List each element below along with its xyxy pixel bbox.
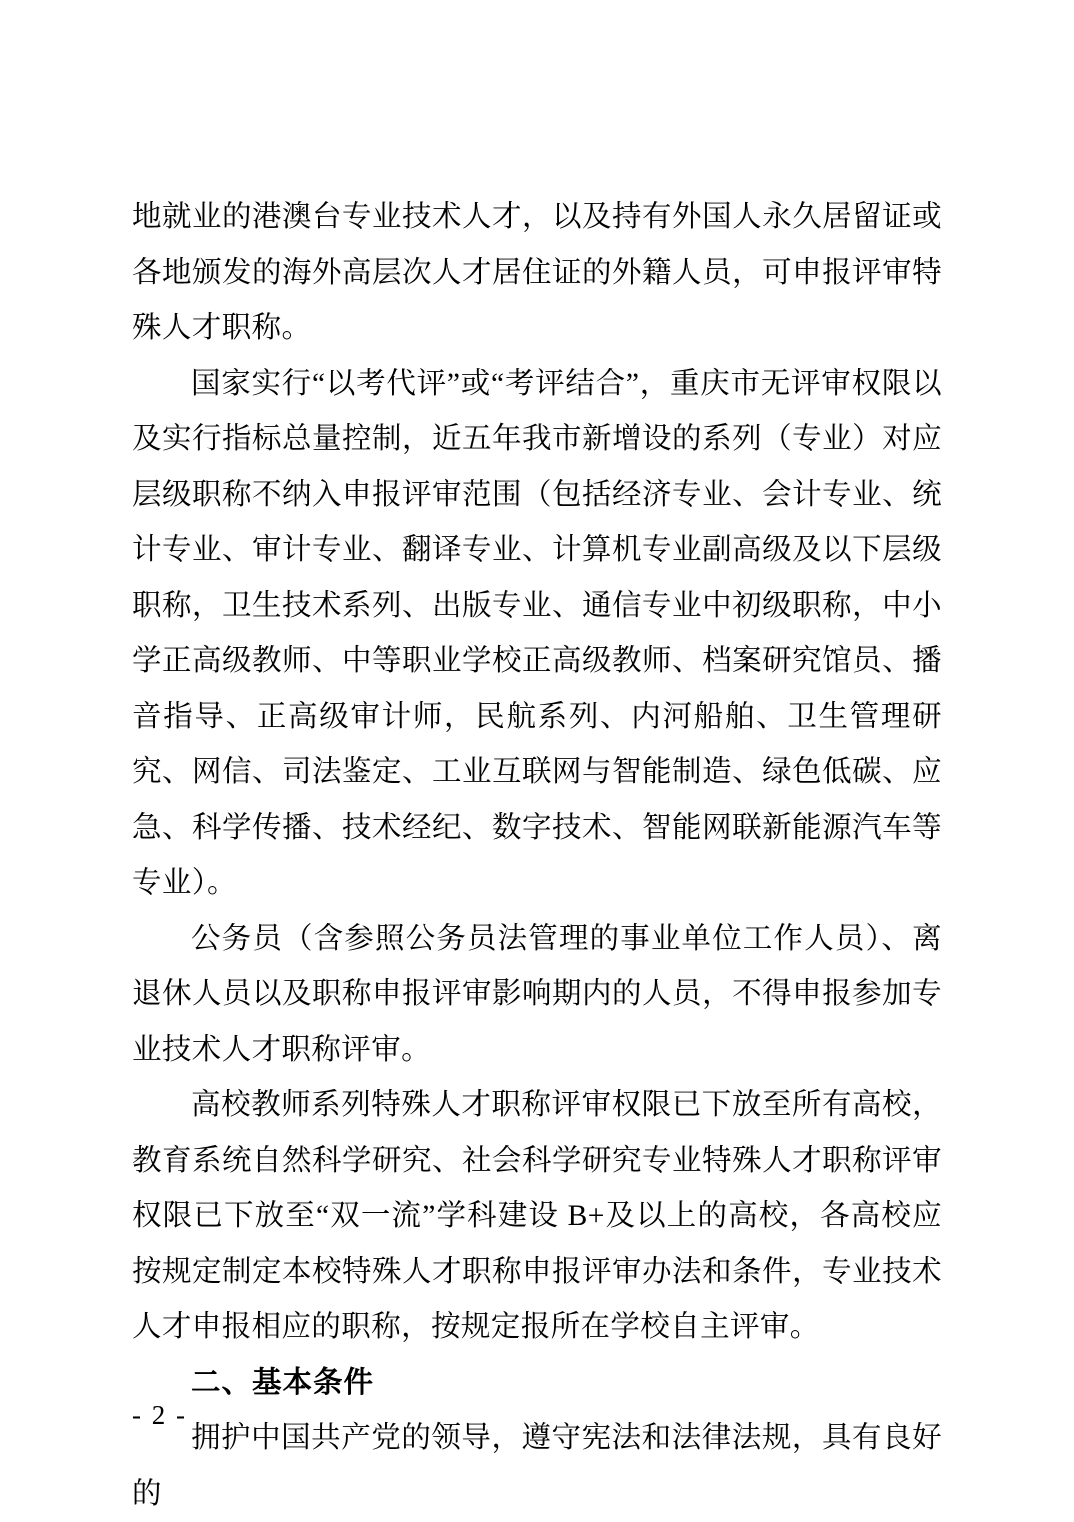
- page-number: - 2 -: [132, 1400, 187, 1430]
- paragraph-continued: 地就业的港澳台专业技术人才，以及持有外国人永久居留证或各地颁发的海外高层次人才居住证的外籍人员，可申报评审特殊人才职称。: [132, 201, 942, 344]
- section-heading-basic-conditions: 二、基本条件: [191, 1366, 375, 1399]
- paragraph-national-exam-policy: 国家实行“以考代评”或“考评结合”，重庆市无评审权限以及实行指标总量控制，近五年我市新增设的系列（专业）对应层级职称不纳入申报评审范围（包括经济专业、会计专业、统计专业、审计专业、翻译专业、计算机专业副高级及以下层级职称，卫生技术系列、出版专业、通信专业中初级职称，中小学正高级教师、中等职业学校正高级教师、档案研究馆员、播音指导、正高级审计师，民航系列、内河船舶、卫生管理研究、网信、司法鉴定、工业互联网与智能制造、绿色低碳、应急、科学传播、技术经纪、数字技术、智能网联新能源汽车等专业）。: [132, 367, 942, 899]
- page-footer: [0, 1400, 1074, 1431]
- paragraph-university-teachers: 高校教师系列特殊人才职称评审权限已下放至所有高校，教育系统自然科学研究、社会科学研究专业特殊人才职称评审权限已下放至“双一流”学科建设 B+及以上的高校，各高校应按规定制定本校特殊人才职称申报评审办法和条件，专业技术人才申报相应的职称，按规定报所在学校自主评审。: [132, 1089, 942, 1343]
- paragraph-basic-conditions-intro: 拥护中国共产党的领导，遵守宪法和法律法规，具有良好的: [132, 1422, 942, 1510]
- paragraph-civil-servants: 公务员（含参照公务员法管理的事业单位工作人员）、离退休人员以及职称申报评审影响期内的人员，不得申报参加专业技术人才职称评审。: [132, 922, 942, 1066]
- document-body: [132, 190, 942, 1522]
